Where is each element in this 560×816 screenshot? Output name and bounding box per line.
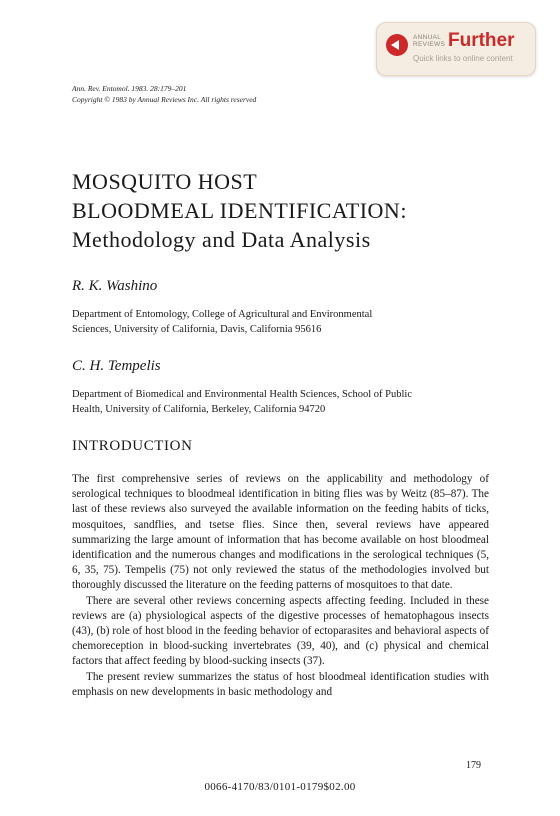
- body-text: [72, 472, 489, 700]
- title-line-3: Methodology and Data Analysis: [72, 227, 371, 252]
- author-name: C. H. Tempelis: [72, 358, 161, 374]
- affiliation-line: Sciences, University of California, Davis, California 95616: [72, 324, 322, 335]
- copyright-line: Copyright © 1983 by Annual Reviews Inc. All rights reserved: [72, 95, 257, 104]
- title-line-2: BLOODMEAL IDENTIFICATION:: [72, 198, 407, 223]
- further-label: Further: [448, 30, 515, 51]
- page-number: 179: [466, 760, 481, 771]
- paragraph: The present review summarizes the status of host bloodmeal identification studies with emphasis on new developments in basic methodology and: [72, 670, 489, 698]
- section-heading: INTRODUCTION: [72, 438, 193, 454]
- annual-reviews-logo-icon: [386, 34, 408, 56]
- author-affiliation: [72, 387, 492, 417]
- affiliation-line: Health, University of California, Berkeley, California 94720: [72, 404, 326, 415]
- annual-label: ANNUAL: [413, 34, 442, 41]
- paragraph: The first comprehensive series of reviews on the applicability and methodology of serological techniques to bloodmeal identification in biting flies was by Weitz (85–87). The last of these reviews also surveyed the available information on the feeding habits of ticks, mosquitoes, sandflies, and tsetse flies. Since then, several reviews have appeared summarizing the large amount of information that has become available on host bloodmeal identification and the numerous changes and modifications in the serological techniques (5, 6, 35, 75). Tempelis (75) not only reviewed the status of the methodologies involved but thoroughly discussed the literature on the feeding patterns of mosquitoes to that date.: [72, 473, 489, 592]
- author-affiliation: [72, 307, 492, 337]
- reviews-label: REVIEWS: [413, 41, 446, 48]
- citation-line: Ann. Rev. Entomol. 1983. 28:179–201: [72, 84, 187, 93]
- affiliation-line: Department of Biomedical and Environmental Health Sciences, School of Public: [72, 389, 412, 400]
- further-badge[interactable]: [376, 22, 536, 76]
- article-code: 0066-4170/83/0101-0179$02.00: [204, 781, 356, 793]
- further-tagline: Quick links to online content: [413, 54, 513, 63]
- author-name: R. K. Washino: [72, 278, 158, 294]
- annual-reviews-wordmark: [413, 34, 445, 48]
- title-line-1: MOSQUITO HOST: [72, 169, 258, 194]
- paragraph: There are several other reviews concerning aspects affecting feeding. Included in these reviews are (a) physiological aspects of the digestive processes of hematophagous insects (43), (b) role of host blood in the feeding behavior of ectoparasites and behavioral aspects of chemoreception in blood-sucking invertebrates (39, 40), and (c) physical and chemical factors that affect feeding by blood-sucking insects (37).: [72, 594, 489, 668]
- affiliation-line: Department of Entomology, College of Agricultural and Environmental: [72, 309, 373, 320]
